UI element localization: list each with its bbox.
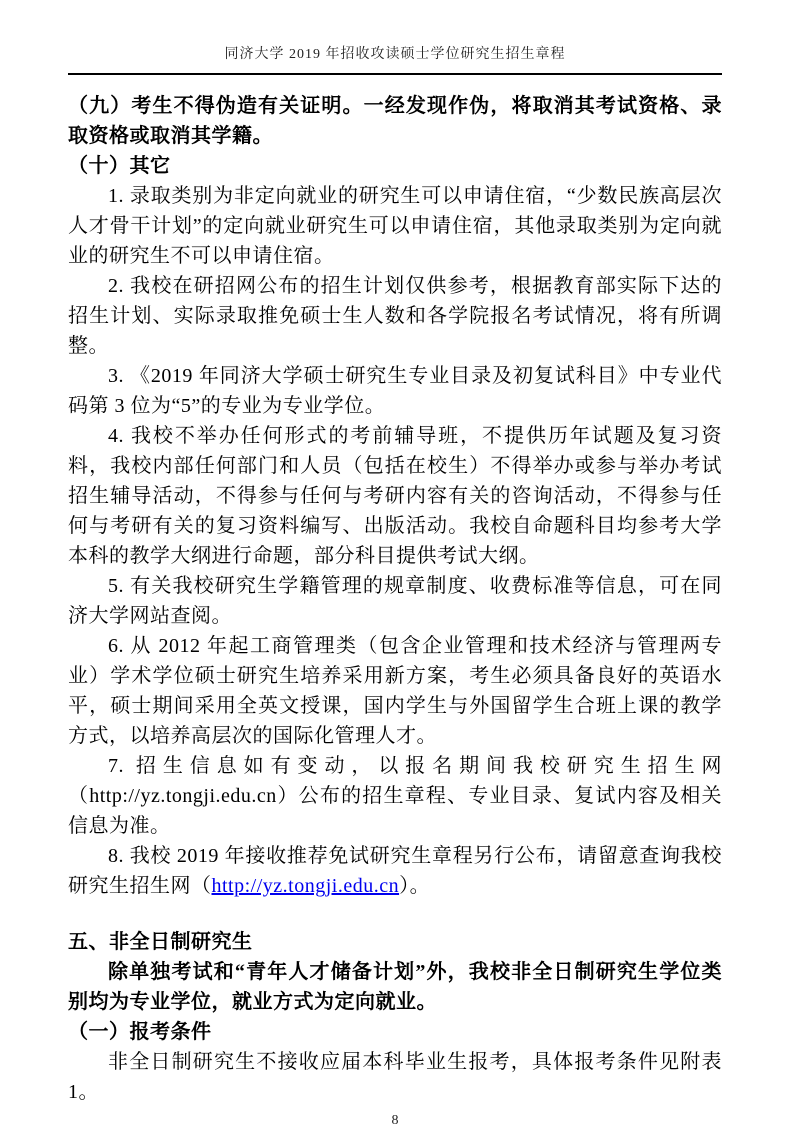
admissions-website-link[interactable]: http://yz.tongji.edu.cn xyxy=(211,875,400,897)
document-body xyxy=(68,91,722,1107)
header-rule xyxy=(68,73,722,75)
heading-section-10: （十）其它 xyxy=(68,155,171,177)
heading-section-5: 五、非全日制研究生 xyxy=(68,931,253,953)
para-section-9: （九）考生不得伪造有关证明。一经发现作伪，将取消其考试资格、录取资格或取消其学籍。 xyxy=(68,95,722,147)
list-item-6: 6. 从 2012 年起工商管理类（包含企业管理和技术经济与管理两专业）学术学位硕士研究生培养采用新方案，考生必须具备良好的英语水平，硕士期间采用全英文授课，国内学生与外国留学生合班上课的教学方式，以培养高层次的国际化管理人才。 xyxy=(68,635,722,747)
para-section-5-intro: 除单独考试和“青年人才储备计划”外，我校非全日制研究生学位类别均为专业学位，就业方式为定向就业。 xyxy=(68,961,722,1013)
list-item-5: 5. 有关我校研究生学籍管理的规章制度、收费标准等信息，可在同济大学网站查阅。 xyxy=(68,575,722,627)
page-header xyxy=(68,46,722,75)
heading-subsection-1: （一）报考条件 xyxy=(68,1021,212,1043)
list-item-1: 1. 录取类别为非定向就业的研究生可以申请住宿，“少数民族高层次人才骨干计划”的定向就业研究生可以申请住宿，其他录取类别为定向就业的研究生不可以申请住宿。 xyxy=(68,185,722,267)
list-item-2: 2. 我校在研招网公布的招生计划仅供参考，根据教育部实际下达的招生计划、实际录取推免硕士生人数和各学院报名考试情况，将有所调整。 xyxy=(68,275,722,357)
item-8-text-pre: 8. 我校 2019 年接收推荐免试研究生章程另行公布，请留意查询我校研究生招生网（ xyxy=(68,845,722,897)
list-item-4: 4. 我校不举办任何形式的考前辅导班，不提供历年试题及复习资料，我校内部任何部门和人员（包括在校生）不得举办或参与举办考试招生辅导活动，不得参与任何与考研内容有关的咨询活动，不得参与任何与考研有关的复习资料编写、出版活动。我校自命题科目均参考大学本科的教学大纲进行命题，部分科目提供考试大纲。 xyxy=(68,425,722,567)
list-item-3: 3. 《2019 年同济大学硕士研究生专业目录及初复试科目》中专业代码第 3 位为“5”的专业为专业学位。 xyxy=(68,365,722,417)
list-item-8 xyxy=(68,841,722,901)
item-8-text-post: ）。 xyxy=(399,875,431,897)
page-number: 8 xyxy=(391,1113,399,1128)
list-item-7: 7. 招生信息如有变动，以报名期间我校研究生招生网（http://yz.tongji.edu.cn）公布的招生章程、专业目录、复试内容及相关信息为准。 xyxy=(68,755,722,837)
para-application-conditions: 非全日制研究生不接收应届本科毕业生报考，具体报考条件见附表 1。 xyxy=(68,1051,722,1103)
document-title: 同济大学 2019 年招收攻读硕士学位研究生招生章程 xyxy=(224,47,566,62)
